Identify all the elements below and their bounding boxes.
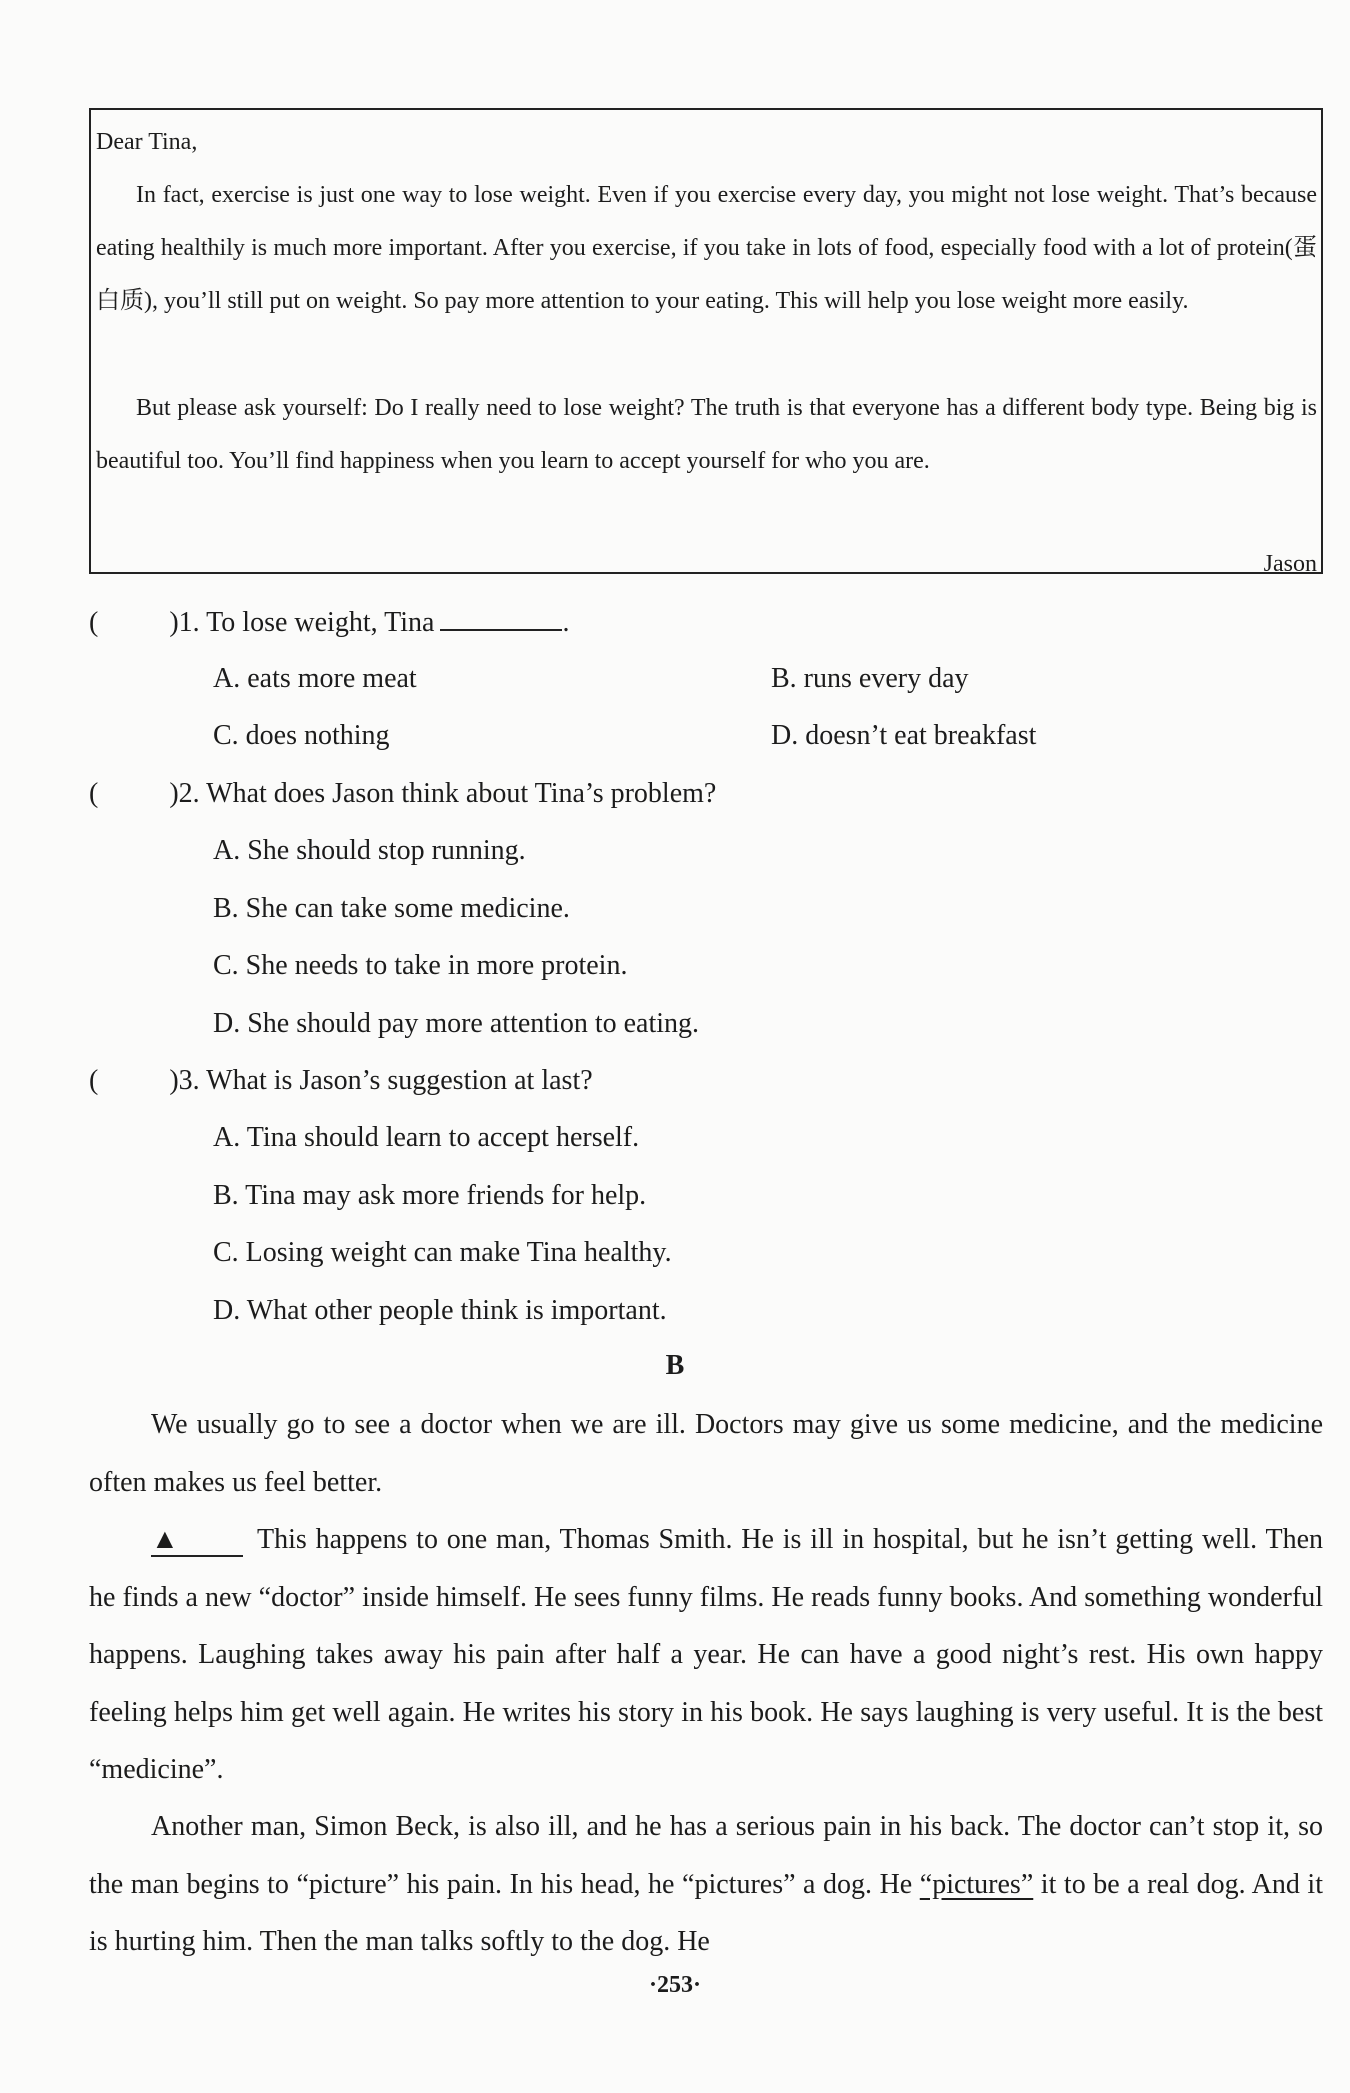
question-3-option-d: D. What other people think is important. <box>213 1295 667 1326</box>
question-2-text: )2. What does Jason think about Tina’s problem? <box>169 778 717 809</box>
section-b-paragraph-2 <box>89 1511 1323 1799</box>
question-1 <box>89 605 569 639</box>
question-2-option-a: A. She should stop running. <box>213 835 526 866</box>
question-1-option-a: A. eats more meat <box>213 663 417 694</box>
section-b-paragraph-3 <box>89 1798 1323 1971</box>
section-b-title: B <box>665 1350 685 1381</box>
answer-bracket: ( <box>89 778 99 809</box>
letter-paragraph-1 <box>96 116 1317 169</box>
question-2 <box>89 778 716 810</box>
letter-paragraph-1-text: In fact, exercise is just one way to lose weight. Even if you exercise every day, you might not lose weight. That’s because eating healthily is much more important. After you exercise, if you take in lots of food, especially food with a lot of protein(蛋白质), you’ll still put on weight. So pay more attention to your eating. This will help you lose weight more easily. <box>96 182 1317 314</box>
question-2-option-b: B. She can take some medicine. <box>213 893 570 924</box>
letter-greeting: Dear Tina, <box>96 129 198 155</box>
question-2-option-d: D. She should pay more attention to eating. <box>213 1008 700 1039</box>
question-1-option-b: B. runs every day <box>771 663 969 694</box>
answer-bracket: ( <box>89 607 99 638</box>
question-3 <box>89 1065 593 1097</box>
letter-box <box>89 108 1323 577</box>
section-b-paragraph-3-text: Another man, Simon Beck, is also ill, and he has a serious pain in his back. The doctor can’t stop it, so the man begins to “picture” his pain. In his head, he “pictures” a dog. He <box>89 1811 1323 1900</box>
answer-blank <box>440 605 562 631</box>
section-b-paragraph-2-text: This happens to one man, Thomas Smith. He is ill in hospital, but he isn’t getting well. Then he finds a new “doctor” inside himself. He sees funny films. He reads funny books. And something wonderful happens. Laughing takes away his pain after half a year. He can have a good night’s rest. His own happy feeling helps him get well again. He writes his story in his book. He says laughing is very useful. It is the best “medicine”. <box>89 1524 1323 1785</box>
question-1-option-c: C. does nothing <box>213 720 390 751</box>
section-b-paragraph-1 <box>89 1396 1323 1511</box>
question-1-text: )1. To lose weight, Tina <box>169 607 435 638</box>
question-3-text: )3. What is Jason’s suggestion at last? <box>169 1065 593 1096</box>
underlined-word: “pictures” <box>919 1868 1034 1900</box>
triangle-blank <box>151 1525 243 1557</box>
page-number: ·253· <box>648 1972 701 1998</box>
answer-bracket: ( <box>89 1065 99 1096</box>
question-3-option-a: A. Tina should learn to accept herself. <box>213 1122 640 1153</box>
triangle-icon: ▲ <box>151 1524 179 1555</box>
question-3-option-c: C. Losing weight can make Tina healthy. <box>213 1237 672 1268</box>
section-b-paragraph-1-text: We usually go to see a doctor when we are ill. Doctors may give us some medicine, and the medicine often makes us feel better. <box>89 1409 1323 1498</box>
question-2-option-c: C. She needs to take in more protein. <box>213 950 628 981</box>
letter-paragraph-2-text: But please ask yourself: Do I really need to lose weight? The truth is that everyone has a different body type. Being big is beautiful too. You’ll find happiness when you learn to accept yourself for who you are. <box>96 395 1317 474</box>
question-1-option-d: D. doesn’t eat breakfast <box>771 720 1037 751</box>
section-b-paragraph-3-end: it to be a real dog. And it is hurting him. Then the man talks softly to the dog. He <box>89 1868 1323 1957</box>
letter-signature: Jason <box>1263 551 1317 577</box>
question-3-option-b: B. Tina may ask more friends for help. <box>213 1180 647 1211</box>
question-1-period: . <box>562 607 570 638</box>
